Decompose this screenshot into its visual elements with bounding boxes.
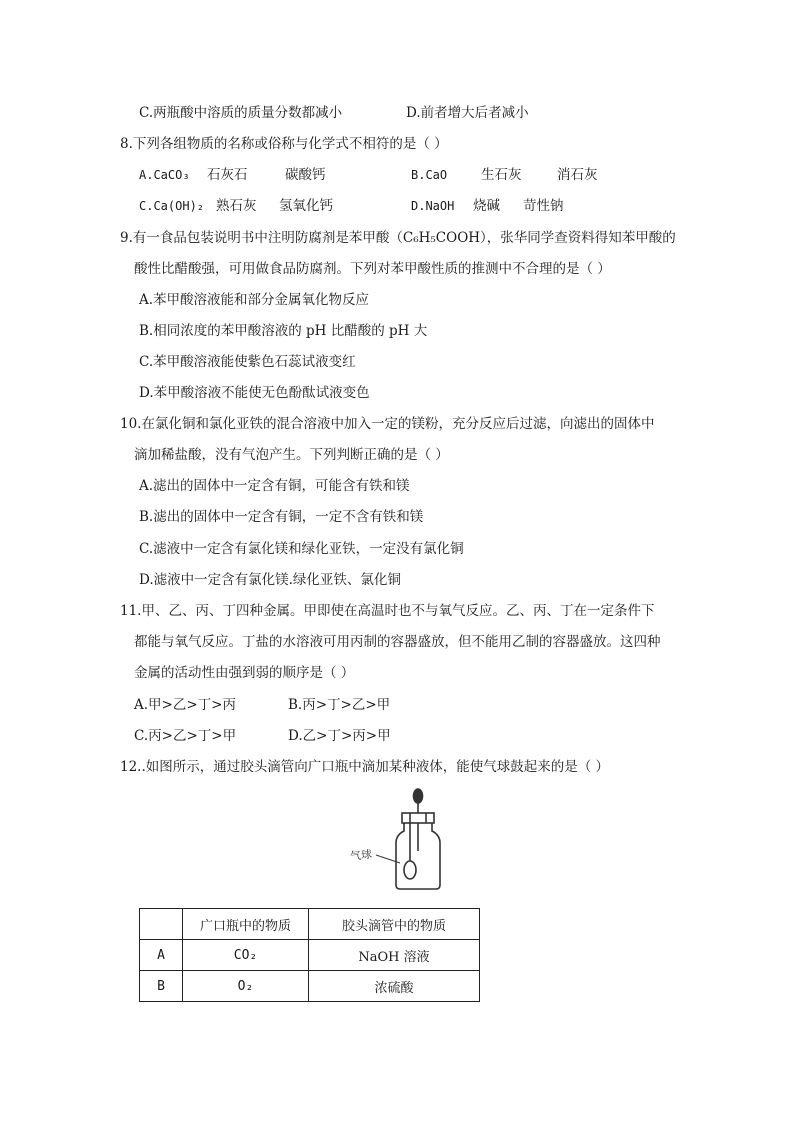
table-header-row xyxy=(140,909,480,940)
q8-b-formula: B.CaO xyxy=(411,168,448,182)
q11-stem-line3: 金属的活动性由强到弱的顺序是（ ） xyxy=(134,665,355,681)
table-header-cell: 广口瓶中的物质 xyxy=(183,909,309,940)
q11-option-d: D.乙>丁>丙>甲 xyxy=(288,728,391,744)
q8-a-formula: A.CaCO₃ xyxy=(139,168,190,182)
q10-option-d: D.滤液中一定含有氯化镁.绿化亚铁、氯化铜 xyxy=(139,572,401,588)
q11-stem-line2: 都能与氧气反应。丁盐的水溶液可用丙制的容器盛放，但不能用乙制的容器盛放。这四种 xyxy=(134,634,661,650)
q9-option-d: D.苯甲酸溶液不能使无色酚酞试液变色 xyxy=(139,385,370,401)
q8-c-name1: 熟石灰 xyxy=(216,198,257,214)
q8-a-name2: 碳酸钙 xyxy=(285,167,326,183)
q8-a-name1: 石灰石 xyxy=(207,167,248,183)
table-header-cell xyxy=(140,909,183,940)
q10-option-a: A.滤出的固体中一定含有铜，可能含有铁和镁 xyxy=(139,478,410,494)
q8-option-d xyxy=(411,197,564,215)
q10-stem-line1: 10.在氯化铜和氯化亚铁的混合溶液中加入一定的镁粉，充分反应后过滤，向滤出的固体中 xyxy=(120,416,655,432)
q11-stem-line1: 11.甲、乙、丙、丁四种金属。甲即使在高温时也不与氧气反应。乙、丙、丁在一定条件下 xyxy=(120,603,655,619)
q12-stem: 12..如图所示，通过胶头滴管向广口瓶中滴加某种液体，能使气球鼓起来的是（ ） xyxy=(120,759,610,775)
q8-c-formula: C.Ca(OH)₂ xyxy=(139,199,205,213)
table-cell: 浓硫酸 xyxy=(309,971,480,1002)
q8-b-name1: 生石灰 xyxy=(481,167,522,183)
q11-option-c: C.丙>乙>丁>甲 xyxy=(134,728,237,744)
table-cell: CO₂ xyxy=(183,940,309,971)
q8-b-name2: 消石灰 xyxy=(557,167,598,183)
q8-d-name2: 苛性钠 xyxy=(523,198,564,214)
q9-option-b: B.相同浓度的苯甲酸溶液的 pH 比醋酸的 pH 大 xyxy=(139,323,428,339)
q8-d-formula: D.NaOH xyxy=(411,199,455,213)
q9-option-c: C.苯甲酸溶液能使紫色石蕊试液变红 xyxy=(139,354,356,370)
table-row xyxy=(140,971,480,1002)
q8-option-a xyxy=(139,166,326,184)
q8-d-name1: 烧碱 xyxy=(473,198,500,214)
table-cell: O₂ xyxy=(183,971,309,1002)
q11-option-a: A.甲>乙>丁>丙 xyxy=(134,697,236,713)
q11-option-b: B.丙>丁>乙>甲 xyxy=(288,697,391,713)
table-row xyxy=(140,940,480,971)
q10-option-c: C.滤液中一定含有氯化镁和绿化亚铁，一定没有氯化铜 xyxy=(139,541,464,557)
q8-option-c xyxy=(139,197,333,215)
q8-option-b xyxy=(411,166,598,184)
table-cell: A xyxy=(140,940,183,971)
q8-stem: 8.下列各组物质的名称或俗称与化学式不相符的是（ ） xyxy=(120,136,448,152)
balloon-label: 气球 xyxy=(349,847,373,864)
flask-balloon-figure xyxy=(340,783,460,895)
q7-option-c: C.两瓶酸中溶质的质量分数都减小 xyxy=(139,105,343,121)
table-cell: NaOH 溶液 xyxy=(309,940,480,971)
table-cell: B xyxy=(140,971,183,1002)
q12-table xyxy=(139,908,480,1002)
q8-c-name2: 氢氧化钙 xyxy=(279,198,333,214)
q7-option-d: D.前者增大后者减小 xyxy=(406,105,529,121)
q9-option-a: A.苯甲酸溶液能和部分金属氧化物反应 xyxy=(139,292,370,308)
flask-illustration xyxy=(340,783,460,895)
q10-option-b: B.滤出的固体中一定含有铜，一定不含有铁和镁 xyxy=(139,509,424,525)
table-header-cell: 胶头滴管中的物质 xyxy=(309,909,480,940)
q10-stem-line2: 滴加稀盐酸，没有气泡产生。下列判断正确的是（ ） xyxy=(134,447,449,463)
q9-stem-line2: 酸性比醋酸强，可用做食品防腐剂。下列对苯甲酸性质的推测中不合理的是（ ） xyxy=(134,261,611,277)
q9-stem-line1: 9.有一食品包装说明书中注明防腐剂是苯甲酸（C₆H₅COOH），张华同学查资料得知苯甲酸的 xyxy=(120,230,676,246)
